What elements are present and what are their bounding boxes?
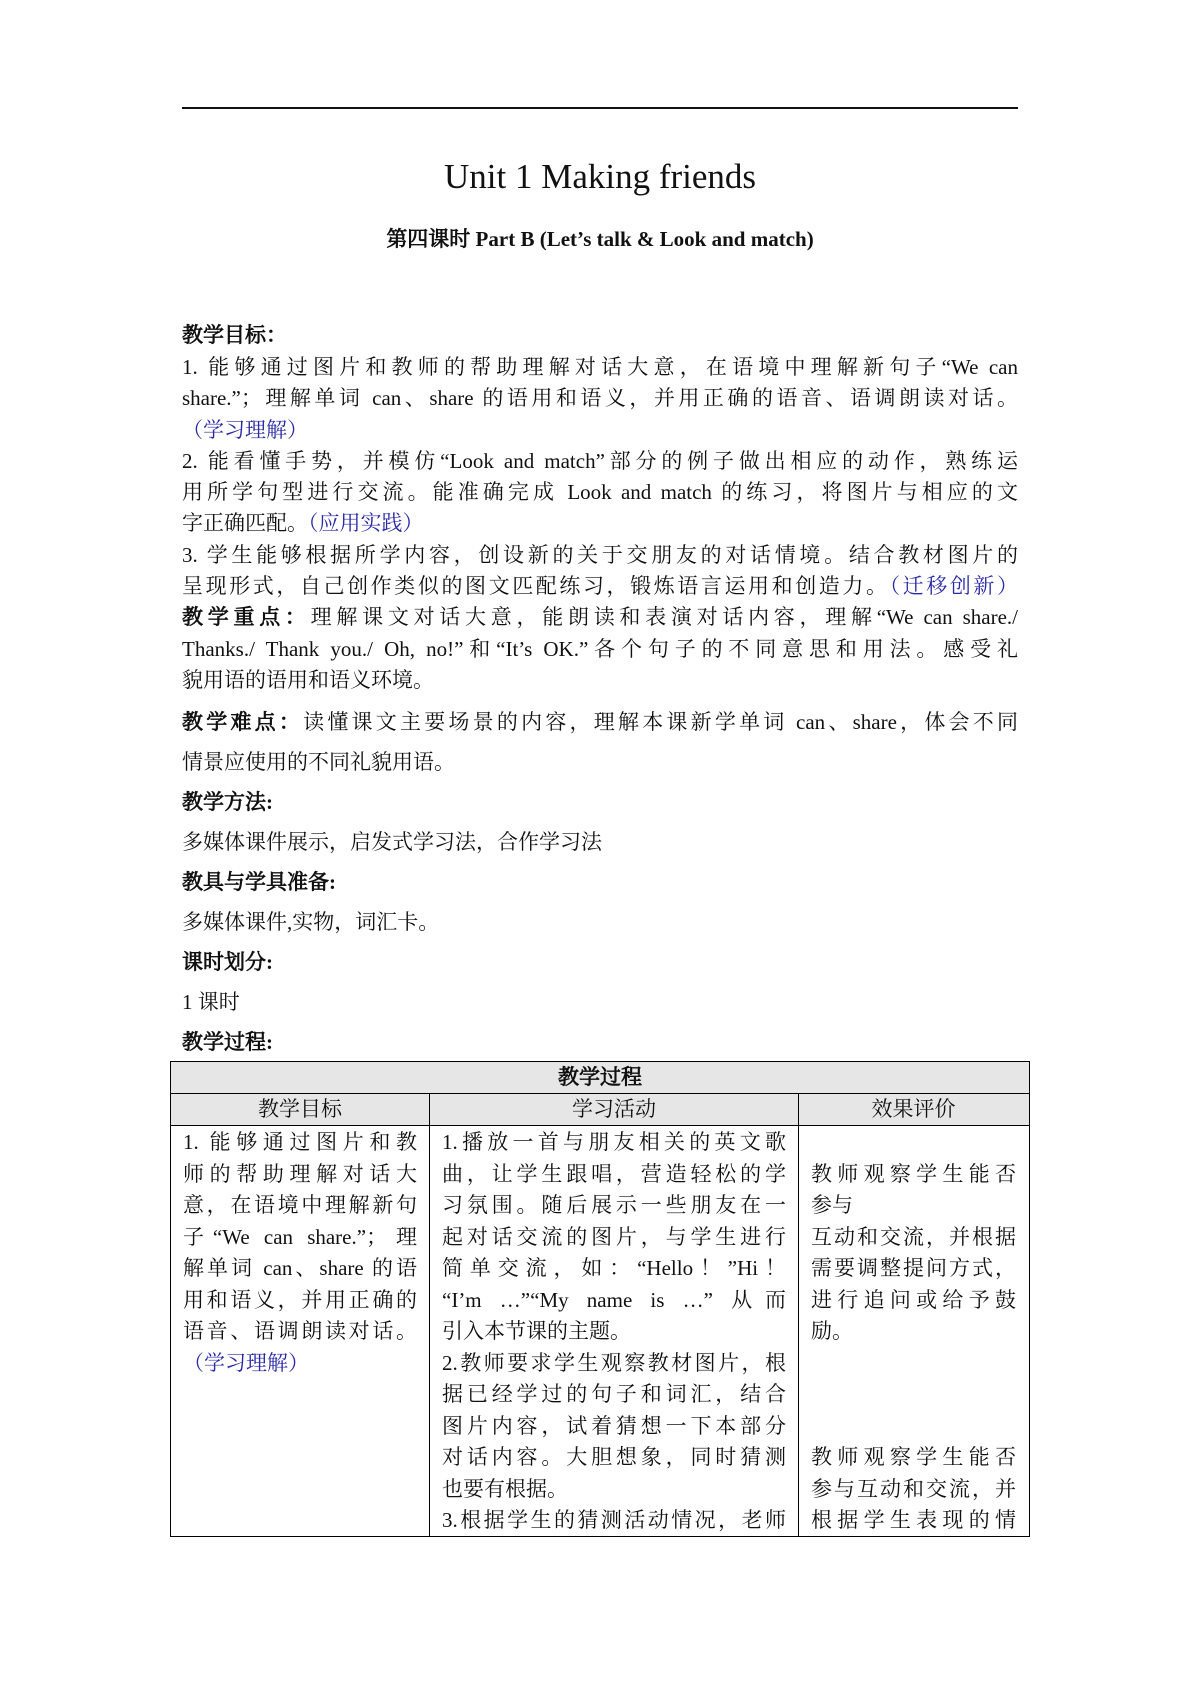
objective-line (182, 508, 1018, 539)
activity-line: 对话内容。大胆想象，同时猜测 (442, 1445, 786, 1469)
activity-line: 简单交流，如：“Hello！”Hi！ (442, 1256, 786, 1280)
evaluation-line: 互动和交流，并根据 (811, 1224, 1016, 1249)
materials-text: 多媒体课件,实物，词汇卡。 (182, 910, 440, 934)
process-heading: 教学过程: (182, 1030, 273, 1054)
objective-line (182, 352, 1018, 383)
evaluation-paragraph (811, 1159, 1016, 1348)
goal-line: 语音、语调朗读对话。 (183, 1319, 417, 1343)
objective-text: 2. 能看懂手势，并模仿“Look and match”部分的例子做出相应的动作，熟练运 (182, 448, 1018, 473)
activity-line: 1.播放一首与朋友相关的英文歌 (442, 1130, 786, 1154)
evaluation-line: 根据学生表现的情 (811, 1508, 1016, 1532)
objective-tag: （迁移创新） (889, 574, 1019, 599)
evaluation-line: 参与 (811, 1193, 853, 1217)
difficulties-text: 读懂课文主要场景的内容，理解本课新学单词 can、share，体会不同 (303, 710, 1018, 734)
column-header-activities: 学习活动 (430, 1094, 799, 1125)
activity-line: 3.根据学生的猜测活动情况，老师 (442, 1508, 786, 1532)
materials-heading: 教具与学具准备: (182, 870, 336, 894)
goal-line: 1. 能够通过图片和教 (183, 1130, 417, 1154)
lesson-info-section (182, 702, 1018, 1062)
goal-line: 意，在语境中理解新句 (183, 1193, 417, 1217)
key-points-text: 貌用语的语用和语义环境。 (182, 667, 434, 692)
activity-line: 曲，让学生跟唱，营造轻松的学 (442, 1161, 786, 1186)
goal-line: 子“We can share.”；理 (183, 1224, 417, 1249)
difficulties-line (182, 702, 1018, 742)
activity-line: 起对话交流的图片，与学生进行 (442, 1224, 786, 1249)
difficulties-text: 情景应使用的不同礼貌用语。 (182, 750, 455, 774)
table-row (171, 1126, 1029, 1536)
process-table (170, 1061, 1030, 1537)
column-header-evaluation: 效果评价 (871, 1097, 956, 1121)
goal-cell (171, 1126, 430, 1536)
column-header-goal: 教学目标 (171, 1094, 430, 1125)
goal-line: 用和语义，并用正确的 (183, 1287, 417, 1312)
goal-tag: （学习理解） (183, 1350, 309, 1375)
schedule-text: 1 课时 (182, 990, 240, 1014)
objectives-heading: 教学目标： (182, 323, 287, 347)
evaluation-line: 需要调整提问方式， (811, 1256, 1016, 1280)
lesson-subtitle: 第四课时 Part B (Let’s talk & Look and match) (386, 227, 814, 251)
evaluation-line: 参与互动和交流，并 (811, 1476, 1016, 1501)
objective-line (182, 477, 1018, 508)
objective-line (182, 540, 1018, 571)
evaluation-line: 励。 (811, 1319, 853, 1343)
key-points-line (182, 602, 1018, 633)
evaluation-paragraph (811, 1442, 1016, 1537)
key-points-text: Thanks./ Thank you./ Oh, no!”和“It’s OK.”各个句子的不同意思和用法。感受礼 (182, 636, 1018, 661)
objective-text: 用所学句型进行交流。能准确完成 Look and match 的练习，将图片与相应的文 (182, 480, 1018, 505)
evaluation-line: 进行追问或给予鼓 (811, 1287, 1016, 1312)
objective-text: 1. 能够通过图片和教师的帮助理解对话大意，在语境中理解新句子“We can (182, 355, 1018, 379)
objective-tag: （应用实践） (308, 511, 424, 536)
evaluation-line: 教师观察学生能否 (811, 1445, 1016, 1469)
activities-cell (430, 1126, 799, 1536)
key-points-line (182, 665, 1018, 696)
header-rule (182, 107, 1018, 109)
objective-tag: （学习理解） (182, 417, 308, 442)
key-points-line (182, 634, 1018, 665)
evaluation-line: 教师观察学生能否 (811, 1161, 1016, 1186)
goal-line: 师的帮助理解对话大 (183, 1161, 417, 1186)
difficulties-label: 教学难点： (182, 710, 304, 734)
schedule-heading: 课时划分: (182, 950, 273, 974)
activity-line: 也要有根据。 (442, 1476, 568, 1501)
process-table-title: 教学过程 (171, 1062, 1029, 1094)
objective-line (182, 415, 1018, 446)
activity-line: 引入本节课的主题。 (442, 1319, 631, 1343)
objective-text: 3. 学生能够根据所学内容，创设新的关于交朋友的对话情境。结合教材图片的 (182, 542, 1018, 567)
evaluation-cell (799, 1126, 1028, 1536)
goal-line: 解单词 can、share 的语 (183, 1256, 417, 1280)
activity-line: 2.教师要求学生观察教材图片，根 (442, 1350, 786, 1375)
page-title: Unit 1 Making friends (443, 157, 757, 196)
activity-line: “I’m …”“My name is …” 从而 (442, 1287, 786, 1312)
objective-text: share.”；理解单词 can、share 的语用和语义，并用正确的语音、语调朗读对话。 (182, 386, 1018, 411)
methods-text: 多媒体课件展示，启发式学习法，合作学习法 (182, 830, 602, 854)
key-points-label: 教学重点： (182, 605, 311, 630)
objective-line (182, 383, 1018, 414)
difficulties-line (182, 742, 1018, 782)
key-points-text: 理解课文对话大意，能朗读和表演对话内容，理解“We can share./ (310, 605, 1019, 630)
activity-line: 据已经学过的句子和词汇，结合 (442, 1382, 786, 1406)
objective-text: 字正确匹配。 (182, 511, 308, 536)
methods-heading: 教学方法: (182, 790, 273, 814)
objective-line (182, 446, 1018, 477)
activity-line: 习氛围。随后展示一些朋友在一 (442, 1193, 786, 1217)
objective-text: 呈现形式，自己创作类似的图文匹配练习，锻炼语言运用和创造力。 (182, 574, 890, 599)
activity-line: 图片内容，试着猜想一下本部分 (442, 1413, 786, 1438)
process-table-header (171, 1094, 1029, 1126)
objective-line (182, 571, 1018, 602)
objectives-section (182, 352, 1018, 696)
